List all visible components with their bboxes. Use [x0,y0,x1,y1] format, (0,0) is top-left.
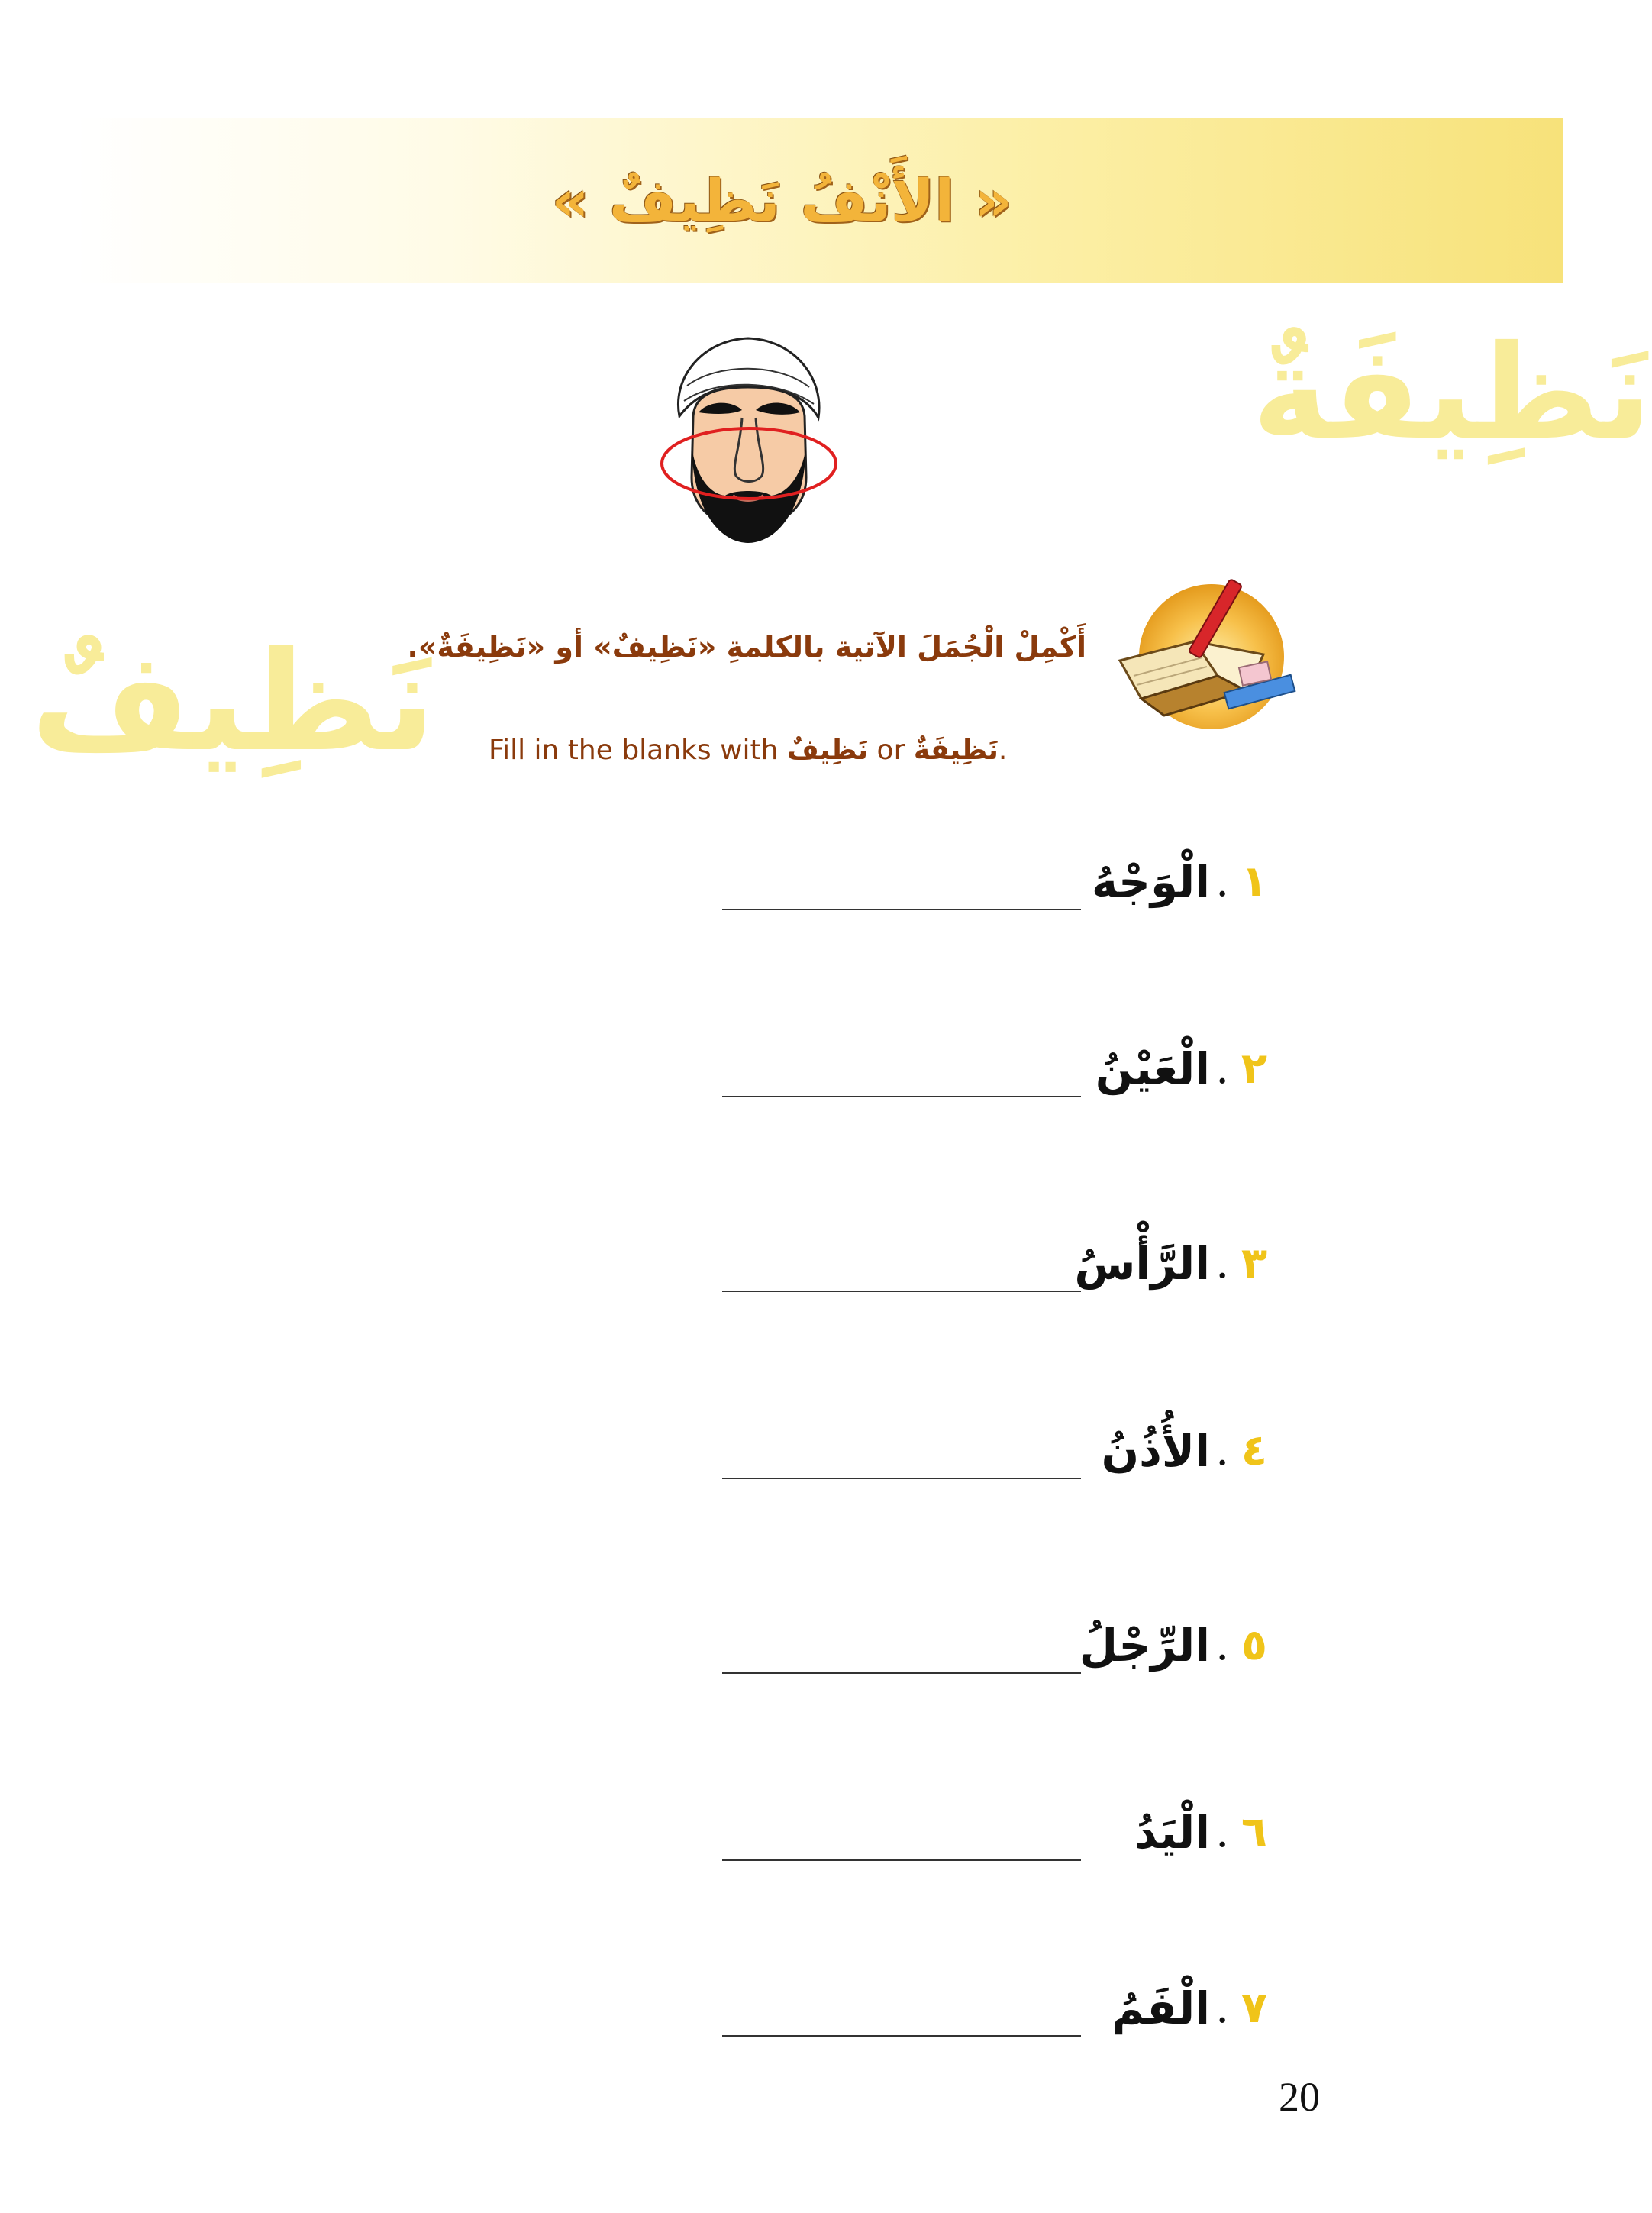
item-word: الأُذُنُ [1101,1425,1210,1477]
instruction-english-or: or [876,735,905,766]
answer-blank[interactable] [722,1672,1081,1674]
page-title: « الأَنْفُ نَظِيفٌ » [551,166,1012,234]
decorative-word-feminine: نَظِيفَةٌ [1252,318,1652,469]
item-number: ٤ [1241,1426,1267,1475]
item-word: الرِّجْلُ [1079,1620,1210,1672]
item-number: ٥ [1241,1620,1267,1670]
item-dot: . [1215,857,1229,906]
exercise-item-6 [718,1798,1290,1882]
item-dot: . [1215,1239,1229,1288]
item-number: ١ [1241,857,1267,906]
answer-blank[interactable] [722,1478,1081,1479]
item-dot: . [1215,1808,1229,1857]
exercise-item-2 [718,1035,1290,1119]
item-word: الْيَدُ [1134,1807,1210,1859]
item-number: ٧ [1241,1983,1267,2033]
page-number: 20 [1279,2074,1320,2120]
exercise-item-4 [718,1417,1290,1501]
answer-blank[interactable] [722,1859,1081,1861]
answer-blank[interactable] [722,2035,1081,2037]
instruction-arabic: أَكْمِلْ الْجُمَلَ الآتية بالكلمةِ «نَظِيفٌ» أو «نَظِيفَةٌ». [407,630,1086,664]
face-illustration [657,332,840,546]
header-banner [76,118,1563,283]
item-number: ٣ [1241,1239,1267,1288]
item-number: ٦ [1241,1808,1267,1857]
item-dot: . [1215,1044,1229,1094]
instruction-word-2: نَظِيفَةٌ [913,735,999,766]
instruction-english-suffix: . [998,735,1008,766]
answer-blank[interactable] [722,1291,1081,1292]
exercise-item-5 [718,1611,1290,1695]
instruction-english [489,735,1176,766]
exercise-item-1 [718,848,1290,932]
instruction-english-prefix: Fill in the blanks with [489,735,779,766]
item-dot: . [1215,1983,1229,2033]
item-word: الرَّأْسُ [1074,1238,1210,1290]
item-number: ٢ [1241,1044,1267,1094]
instruction-word-1: نَظِيفٌ [786,735,869,766]
decorative-word-masculine: نَظِيفٌ [31,622,436,782]
item-word: الْفَمُ [1112,1982,1210,2034]
answer-blank[interactable] [722,1096,1081,1097]
exercise-item-7 [718,1974,1290,2058]
item-word: الْعَيْنُ [1095,1043,1210,1095]
item-dot: . [1215,1426,1229,1475]
answer-blank[interactable] [722,909,1081,910]
book-pencil-icon [1111,569,1302,733]
item-word: الْوَجْهُ [1092,856,1210,908]
item-dot: . [1215,1620,1229,1670]
exercise-item-3 [718,1229,1290,1313]
